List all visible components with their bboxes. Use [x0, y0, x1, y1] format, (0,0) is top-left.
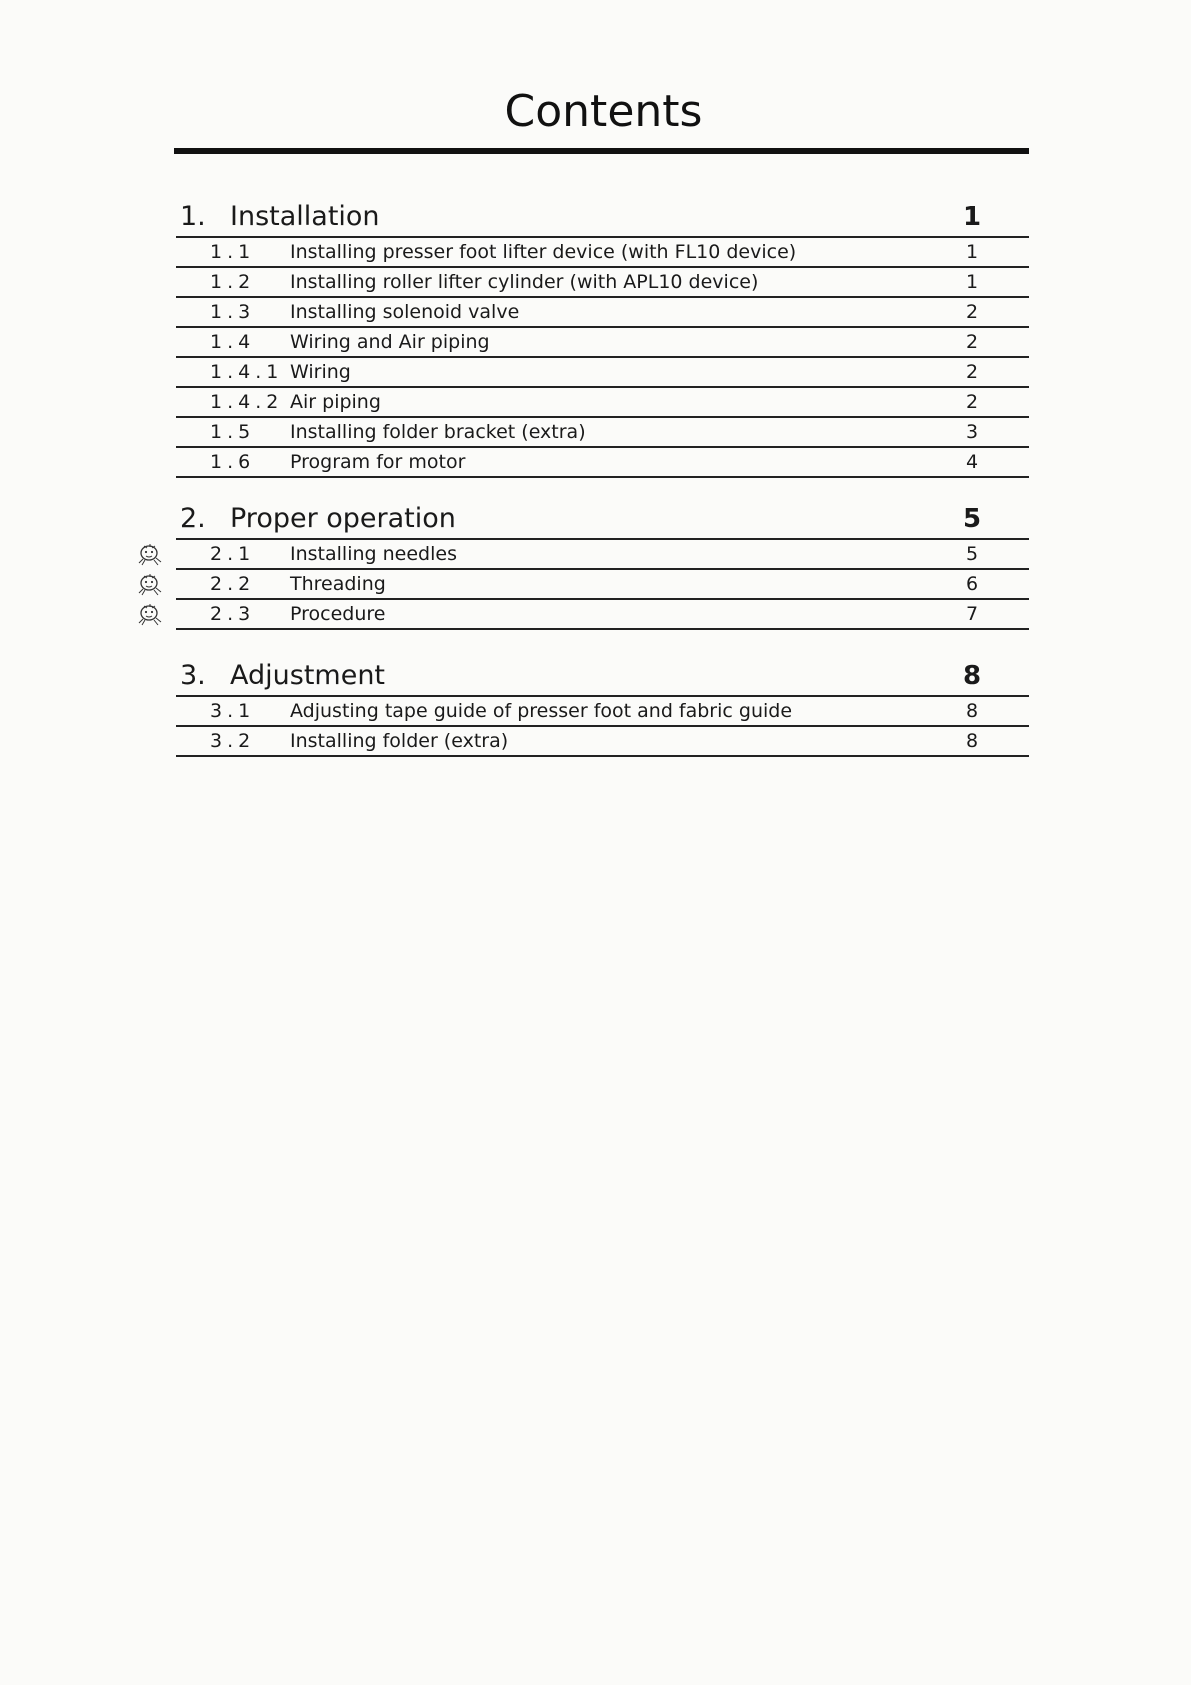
item-page: 2 [965, 361, 979, 383]
item-number: 2.1 [210, 543, 256, 565]
item-page: 1 [965, 271, 979, 293]
toc-row[interactable] [176, 268, 1029, 298]
item-title: Installing roller lifter cylinder (with APL10 device) [290, 271, 759, 293]
section-number: 3. [180, 660, 206, 691]
page-title: Contents [504, 86, 703, 137]
item-page: 2 [965, 301, 979, 323]
toc-row[interactable] [176, 570, 1029, 600]
section-number: 2. [180, 503, 206, 534]
item-page: 5 [965, 543, 979, 565]
section-heading[interactable] [176, 502, 1029, 540]
toc-row[interactable] [176, 600, 1029, 630]
toc-section-installation [176, 200, 1029, 478]
item-title: Installing folder bracket (extra) [290, 421, 586, 443]
item-page: 6 [965, 573, 979, 595]
item-title: Installing solenoid valve [290, 301, 520, 323]
toc-row[interactable] [176, 358, 1029, 388]
item-title: Wiring and Air piping [290, 331, 490, 353]
section-heading[interactable] [176, 659, 1029, 697]
item-number: 3.2 [210, 730, 256, 752]
item-title: Threading [290, 573, 386, 595]
section-page: 1 [962, 202, 982, 232]
toc-row[interactable] [176, 298, 1029, 328]
item-number: 1.4.1 [210, 361, 284, 383]
item-number: 1.4 [210, 331, 256, 353]
section-title: Proper operation [230, 503, 456, 534]
item-number: 3.1 [210, 700, 256, 722]
section-page: 8 [962, 661, 982, 691]
item-title: Air piping [290, 391, 381, 413]
item-number: 1.2 [210, 271, 256, 293]
item-number: 1.5 [210, 421, 256, 443]
section-number: 1. [180, 201, 206, 232]
item-number: 2.2 [210, 573, 256, 595]
item-page: 2 [965, 391, 979, 413]
title-rule [174, 148, 1029, 154]
item-number: 1.6 [210, 451, 256, 473]
toc-row[interactable] [176, 388, 1029, 418]
item-page: 1 [965, 241, 979, 263]
item-number: 1.4.2 [210, 391, 284, 413]
item-title: Program for motor [290, 451, 466, 473]
item-title: Adjusting tape guide of presser foot and fabric guide [290, 700, 793, 722]
item-page: 7 [965, 603, 979, 625]
item-page: 8 [965, 700, 979, 722]
item-title: Procedure [290, 603, 386, 625]
caution-face-icon [136, 541, 164, 567]
toc-row[interactable] [176, 448, 1029, 478]
caution-face-icon [136, 601, 164, 627]
item-number: 1.3 [210, 301, 256, 323]
section-title: Adjustment [230, 660, 386, 691]
item-number: 1.1 [210, 241, 256, 263]
item-title: Installing folder (extra) [290, 730, 509, 752]
toc-section-proper-operation [176, 502, 1029, 630]
toc-section-adjustment [176, 659, 1029, 757]
toc-row[interactable] [176, 328, 1029, 358]
item-page: 8 [965, 730, 979, 752]
toc-row[interactable] [176, 540, 1029, 570]
item-title: Wiring [290, 361, 351, 383]
section-page: 5 [962, 504, 982, 534]
item-page: 4 [965, 451, 979, 473]
item-title: Installing presser foot lifter device (with FL10 device) [290, 241, 797, 263]
item-page: 3 [965, 421, 979, 443]
toc-row[interactable] [176, 727, 1029, 757]
toc-row[interactable] [176, 418, 1029, 448]
item-title: Installing needles [290, 543, 457, 565]
item-number: 2.3 [210, 603, 256, 625]
section-heading[interactable] [176, 200, 1029, 238]
section-title: Installation [230, 201, 380, 232]
item-page: 2 [965, 331, 979, 353]
toc-row[interactable] [176, 697, 1029, 727]
caution-face-icon [136, 571, 164, 597]
toc-row[interactable] [176, 238, 1029, 268]
